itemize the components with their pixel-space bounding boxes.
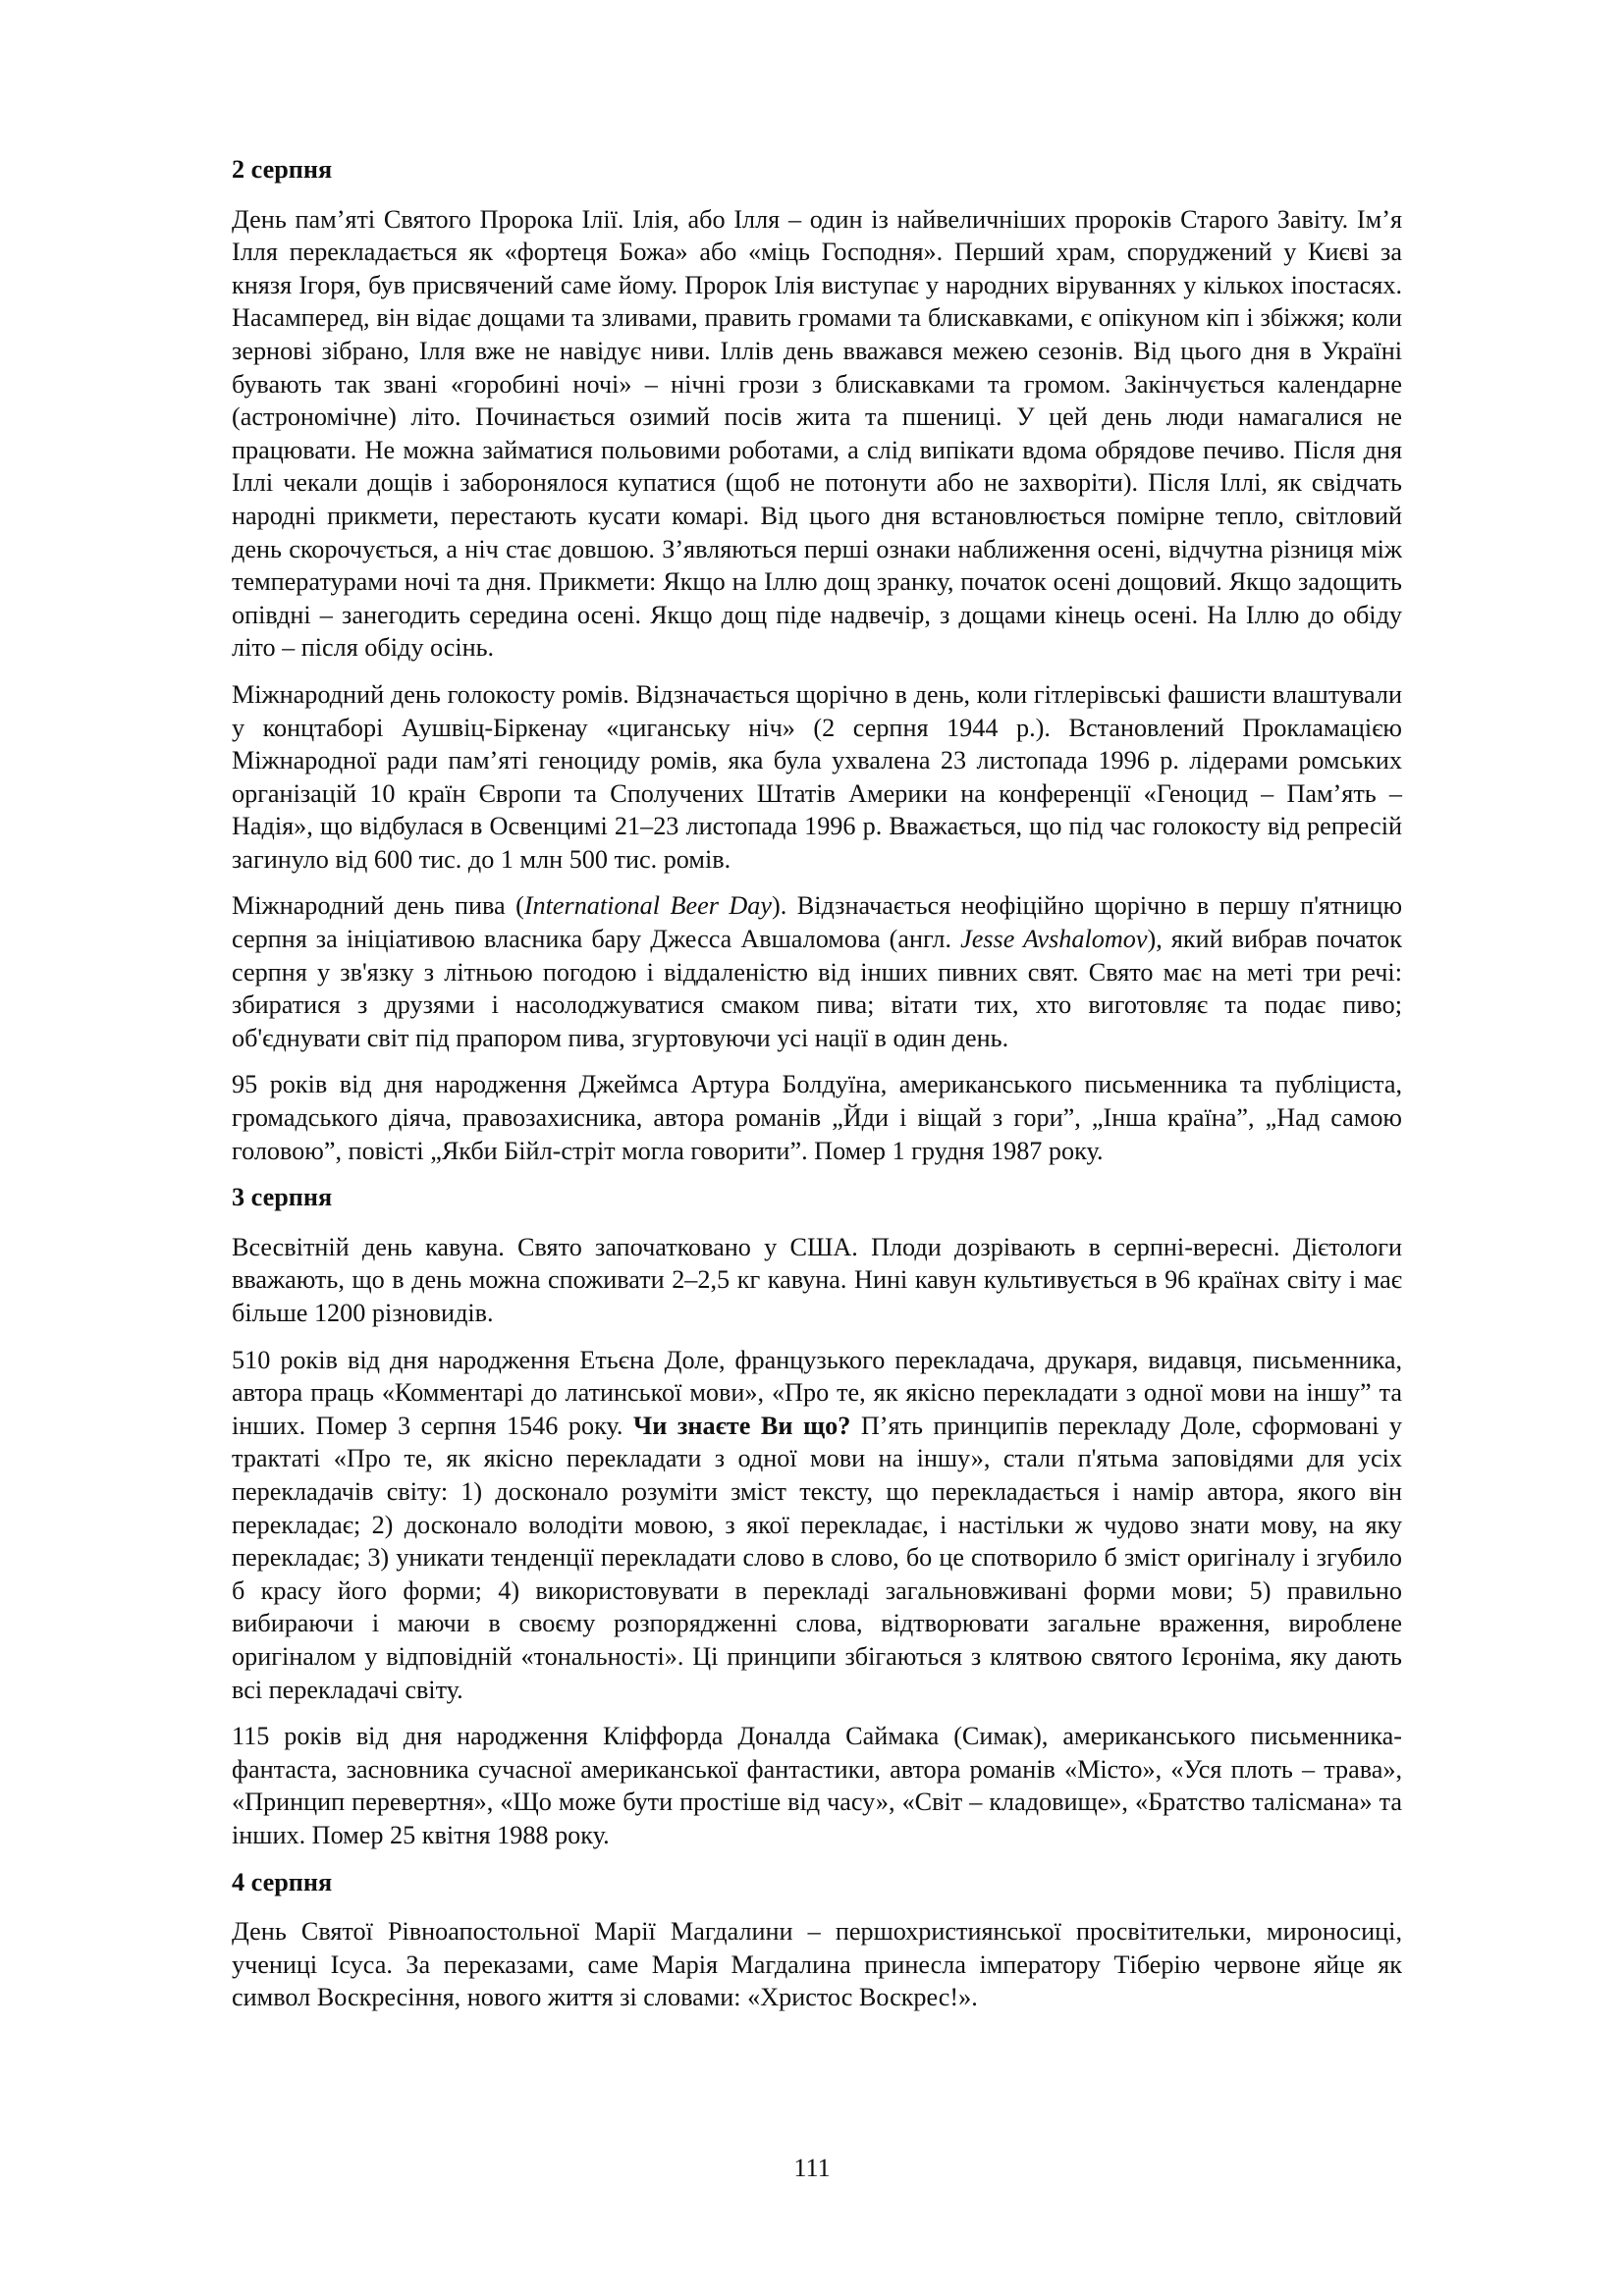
text-run: ), який вибрав початок серпня у зв'язку з літньою погодою і віддаленістю від інших пивних свят. Свято має на меті три речі: збиратися з друзями і насолоджуватися смаком пива; вітати тих, хто виготовляє та подає пиво; об'єднувати світ під прапором пива, згуртовуючи усі нації в один день. bbox=[232, 925, 1402, 1052]
section-heading: 3 серпня bbox=[232, 1183, 333, 1212]
section-heading: 4 серпня bbox=[232, 1867, 333, 1896]
bold-text: Чи знаєте Ви що? bbox=[633, 1411, 851, 1440]
text-run: ). Відзначається неофіційно щорічно в першу п'ятницю серпня за ініціативою власника бару Джесса Авшаломова (англ. bbox=[232, 891, 1403, 954]
section-aug-2 bbox=[232, 153, 1402, 1167]
text-run: 95 років від дня народження Джеймса Артура Болдуїна, американського письменника та публіциста, громадського діяча, правозахисника, автора романів „Йди і віщай з гори”, „Інша країна”, „Над самою головою”, повісті „Якби Бійл-стріт могла говорити”. Помер 1 грудня 1987 року. bbox=[232, 1070, 1402, 1165]
page-number: 111 bbox=[793, 2154, 831, 2182]
paragraph-roma-holocaust bbox=[232, 678, 1402, 877]
text-run: П’ять принципів перекладу Доле, сформовані у трактаті «Про те, як якісно перекладати з одної мови на іншу», стали п'ятьма заповідями для усіх перекладачів світу: 1) досконало розуміти зміст тексту, що перекладається і намір автора, якого він перекладає; 2) досконало володіти мовою, з якої перекладає, і настільки ж чудово знати мову, на яку перекладає; 3) уникати тенденції перекладати слово в слово, бо це спотворило б зміст оригіналу і згубило б красу його форми; 4) використовувати в перекладі загальновживані форми мови; 5) правильно вибираючи і маючи в своєму розпорядженні слова, відтворювати загальне враження, вироблене оригіналом у відповідній «тональності». Ці принципи збігаються з клятвою святого Ієроніма, яку дають всі перекладачі світу. bbox=[232, 1411, 1402, 1704]
text-run: Всесвітній день кавуна. Свято започатковано у США. Плоди дозрівають в серпні-вересні. Дієтологи вважають, що в день можна споживати 2–2,5 кг кавуна. Нині кавун культивується в 96 країнах світу і має більше 1200 різновидів. bbox=[232, 1232, 1402, 1327]
paragraph-baldwin bbox=[232, 1068, 1402, 1167]
section-aug-4 bbox=[232, 1866, 1402, 2014]
text-run: День пам’яті Святого Пророка Ілії. Ілія, або Ілля – один із найвеличніших пророків Старого Завіту. Ім’я Ілля перекладається як «фортеця Божа» або «міць Господня». Перший храм, споруджений у Києві за князя Ігоря, був присвячений саме йому. Пророк Ілія виступає у народних віруваннях у кількох іпостасях. Насамперед, він відає дощами та зливами, править громами та блискавками, є опікуном кіп і збіжжя; коли зернові зібрано, Ілля вже не навідує ниви. Іллів день вважався межею сезонів. Від цього дня в Україні бувають так звані «горобині ночі» – нічні грози з блискавками та громом. Закінчується календарне (астрономічне) літо. Починається озимий посів жита та пшениці. У цей день люди намагалися не працювати. Не можна займатися польовими роботами, а слід випікати вдома обрядове печиво. Після дня Іллі чекали дощів і заборонялося купатися (щоб не потонути або не захворіти). Після Іллі, як свідчать народні прикмети, перестають кусати комарі. Від цього дня встановлюється помірне тепло, світловий день скорочується, а ніч стає довшою. З’являються перші ознаки наближення осені, відчутна різниця між температурами ночі та дня. Прикмети: Якщо на Іллю дощ зранку, початок осені дощовий. Якщо задощить опівдні – занегодить середина осені. Якщо дощ піде надвечір, з дощами кінець осені. На Іллю до обіду літо – після обіду осінь. bbox=[232, 204, 1402, 663]
text-run: 115 років від дня народження Кліффорда Доналда Саймака (Симак), американського письменника-фантаста, засновника сучасної американської фантастики, автора романів «Місто», «Уся плоть – трава», «Принцип перевертня», «Що може бути простіше від часу», «Світ – кладовище», «Братство талісмана» та інших. Помер 25 квітня 1988 року. bbox=[232, 1722, 1402, 1849]
text-run: Міжнародний день пива ( bbox=[232, 891, 524, 921]
paragraph-watermelon-day bbox=[232, 1231, 1402, 1330]
italic-text: International Beer Day bbox=[523, 891, 773, 921]
paragraph-beer-day bbox=[232, 889, 1402, 1054]
section-aug-3 bbox=[232, 1181, 1402, 1851]
text-run: 510 років від дня народження Етьєна Доле, французького перекладача, друкаря, видавця, письменника, автора праць «Комментарі до латинської мови», «Про те, як якісно перекладати з одної мови на іншу” та інших. Помер 3 серпня 1546 року. bbox=[232, 1345, 1402, 1440]
paragraph-dolet bbox=[232, 1344, 1402, 1707]
paragraph-ilia-day bbox=[232, 203, 1402, 665]
document-page bbox=[232, 153, 1402, 2028]
text-run: День Святої Рівноапостольної Марії Магдалини – першохристиянської просвітительки, мироносиці, учениці Ісуса. За переказами, саме Марія Магдалина принесла імператору Тіберію червоне яйце як символ Воскресіння, нового життя зі словами: «Христос Воскрес!». bbox=[232, 1917, 1402, 2012]
paragraph-simak bbox=[232, 1720, 1402, 1851]
paragraph-mary-magdalene bbox=[232, 1915, 1402, 2014]
section-heading: 2 серпня bbox=[232, 155, 333, 184]
text-run: Міжнародний день голокосту ромів. Відзначається щорічно в день, коли гітлерівські фашисти влаштували у концтаборі Аушвіц-Біркенау «циганську ніч» (2 серпня 1944 р.). Встановлений Прокламацією Міжнародної ради пам’яті геноциду ромів, яка була ухвалена 23 листопада 1996 р. лідерами ромських організацій 10 країн Європи та Сполучених Штатів Америки на конференції «Геноцид – Пам’ять – Надія», що відбулася в Освенцимі 21–23 листопада 1996 р. Вважається, що під час голокосту від репресій загинуло від 600 тис. до 1 млн 500 тис. ромів. bbox=[232, 679, 1402, 874]
italic-text: Jesse Avshalomov bbox=[960, 925, 1148, 954]
